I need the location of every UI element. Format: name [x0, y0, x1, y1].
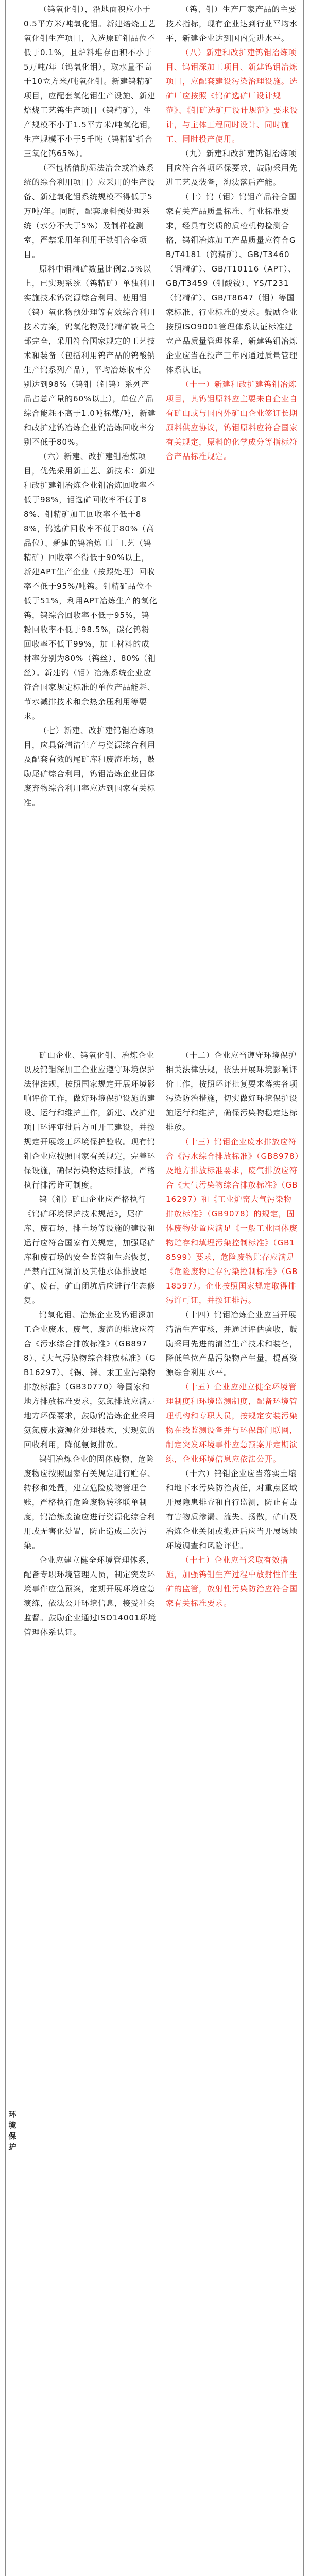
section2-old-paragraph: 企业应建立健全环境管理体系，配备专职环境管理人员，制定突发环境事件应急预案，定期开展环境应急演练，依法公开环境信息，接受社会监督。鼓励企业通过ISO14001环境管理体系认证。: [24, 1555, 157, 1637]
section1-new-text: [162, 0, 304, 1046]
section2-new-paragraph: （十六）钨钼企业应当落实土壤和地下水污染防治责任，对重点区域开展隐患排查和自行监测，防止有毒有害物质渗漏、流失、扬散，矿山及冶炼企业关闭或搬迁后应当开展场地环境调查和风险评估。: [166, 1469, 298, 1550]
section2-old-paragraph: 钨（钼）矿山企业应严格执行《钨矿环境保护技术规范》，尾矿库、废石场、排土场等设施的建设和运行应符合国家有关规定，加强尾矿库和废石场的安全监管和生态恢复，严禁向江河湖泊及其他水体排放尾矿、废石，矿山闭坑后应进行生态修复。: [24, 1195, 156, 1305]
section1-old-paragraph: 原料中钼精矿数量比例2.5%以上，已实现系统（钨精矿）单独利用实施技术钨资源综合利用、使用钼（钨）氧化物预处理等有效综合利用技术方案，钨氧化物及钨精矿数量全部完全，采用符合国家规定的工艺技术和装备（包括利用钨产品的钨酸钠生产钨系列产品），平均冶炼收率分别达到98%（钨钼（钼钨）系列产品占总产量的60%以上），单位产品综合能耗不高于1.0吨标煤/吨，新建和改扩建钨冶炼企业钨冶炼回收率分别不低于80%。: [24, 264, 156, 447]
section1-old-paragraph: （六）新建、改扩建钼冶炼项目，优先采用新工艺、新技术：新建和改扩建钼冶炼企业钼冶炼回收率不低于98%，钼选矿回收率不低于88%、钼精矿加工回收率不低于88%，钨选矿回收率不低于80%（高品位）、新建的钨冶炼工厂工艺（钨精矿）回收率不得低于90%以上，新建APT生产企业（按照处理）回收率不低于95%/吨钨。钼精矿品位不低于51%，利用APT冶炼生产的氧化钨，钨综合回收率不低于95%，钨粉回收率不低于98.5%，碳化钨粉回收率不低于99%，加工材料的成材率分别为80%（钨丝）、80%（钼丝）。新建钨（钼）冶炼系统企业应符合国家规定标准的单位产品能耗、节水减排技术和余热余压利用等要求。: [24, 452, 158, 721]
section1-old-paragraph: （钨氧化钼），沿地面积应小于0.5平方米/吨氧化钼。新建焙烧工艺氧化钼生产项目，入选原矿钼品位不低于0.1%，且炉料堆存面积不小于5万吨/年（钨氧化钼），取水量不高于10立方米/吨氧化钼。新建钨精矿项目，应配套氧化钼生产设施、新建焙烧工艺钨生产项目（钨精矿），生产规模不小于1.5平方米/吨氧化钼，生产规模不小于5千吨（钨精矿折合三氧化钨65%）。: [24, 5, 156, 158]
section2-old-paragraph: 钨钼冶炼企业的固体废物、危险废物应按照国家有关规定进行贮存、转移和处置，建立危险废物管理台账，严格执行危险废物转移联单制度，钨冶炼废渣应进行资源化综合利用或无害化处置，防止造成二次污染。: [24, 1454, 156, 1550]
section1-old-text: [20, 0, 162, 1046]
section2-new-paragraph: （十二）企业应当遵守环境保护相关法律法规，依法开展环境影响评价工作，按照环评批复要求落实各项污染防治措施，切实做好环境保护设施运行和维护，确保污染物稳定达标排放。: [166, 1050, 298, 1132]
section1-new-paragraph-highlight: （十一）新建和改扩建钨钼冶炼项目，其钨钼原料应主要来自企业自有矿山或与国内外矿山企业签订长期原料供应协议，钨钼原料应符合国家有关规定，原料的化学成分等指标符合产品标准规定。: [166, 380, 298, 461]
section1-new-paragraph: （钨、钼）生产厂家产品的主要技术指标，现有企业达到行业平均水平，新建企业达到国内先进水平。: [166, 5, 298, 43]
category-environment: 环境保护: [7, 2110, 17, 2154]
section2-new-paragraph-highlight: （十七）企业应当采取有效措施，加强钨钼生产过程中放射性伴生矿的监管，放射性污染防治应符合国家有关标准要求。: [166, 1555, 298, 1608]
section2-old-text: [20, 1046, 162, 2576]
section2-new-paragraph: （十四）钨钼冶炼企业应当开展清洁生产审核，并通过评估验收，鼓励采用先进的清洁生产技术和装备，降低单位产品污染物产生量，提高资源综合利用水平。: [166, 1310, 298, 1377]
section2-old-paragraph: 钨氧化钼、冶炼企业及钨钼深加工企业废水、废气、废渣的排放应符合《污水综合排放标准》（GB8978）、《大气污染物综合排放标准》（GB16297）、《锡、锑、汞工业污染物排放标准》（GB30770）等国家和地方排放标准要求，氨氮排放应满足地方环保要求，鼓励钨冶炼企业采用氨氮废水资源化处理技术，实现氨的回收利用，降低氨氮排放。: [24, 1310, 157, 1449]
section1-new-paragraph: （十）钨（钼）钨钼产品符合国家有关产品质量标准、行业标准要求，经具有资质的质检机构检测合格，钨钼冶炼加工产品质量应符合GB/T4181（钨精矿）、GB/T3460（钼精矿）、GB/T10116（APT）、GB/T3459（钼酸铵）、YS/T231（钨精矿）、GB/T8647（钼）等国家标准、行业标准的要求。鼓励企业按照ISO9001管理体系认证标准建立产品质量管理体系，新建钨钼冶炼企业应当在投产三年内通过质量管理体系认证。: [166, 192, 298, 375]
section1-new-paragraph: （九）新建和改扩建钨钼冶炼项目应符合各项环保要求，鼓励采用先进工艺及装备，淘汰落后产能。: [166, 149, 298, 187]
section1-new-paragraph-highlight: （八）新建和改扩建钨钼冶炼项目、钨钼深加工项目、新建钨钼冶炼项目，应配套建设污染治理设施。选矿厂应按照《钨矿选矿厂设计规范》、《钼矿选矿厂设计规范》要求设计，与主体工程同时设计、同时施工、同时投产使用。: [166, 48, 299, 144]
section1-old-paragraph: （不包括借助湿法冶金或冶炼系统的综合利用项目）应采用的生产设备、新建氧化钼系统规模不得低于5万吨/年。同时，配套原料预处理系统（水分不大于5%）及制样检测室，严禁采用年利用于铁钼合金项目。: [24, 163, 156, 259]
section1-old-paragraph: （七）新建、改扩建钨钼冶炼项目，应具备清洁生产与资源综合利用及配套有效的尾矿库和废渣堆场，鼓励尾矿综合利用，钨钼冶炼企业固体废弃物综合利用率应达到国家有关标准。: [24, 726, 156, 807]
section2-new-paragraph-highlight: （十五）企业应建立健全环境管理制度和环境监测制度，配备环境管理机构和专职人员，按规定安装污染物在线监测设备并与环保部门联网，制定突发环境事件应急预案并定期演练，企业环境信息应依法公开。: [166, 1382, 298, 1464]
section2-old-paragraph: 矿山企业、钨氧化钼、冶炼企业以及钨钼深加工企业应遵守环境保护法律法规，按照国家规定开展环境影响评价工作，做好环境保护设施的建设、运行和维护工作，新建、改扩建项目环评审批后方可开工建设，并按规定开展竣工环境保护验收。现有钨钼企业应按照国家有关规定，完善环保设施，确保污染物达标排放，严格执行排污许可制度。: [24, 1050, 156, 1190]
section2-new-text: [162, 1046, 304, 2576]
section2-new-paragraph-highlight: （十三）钨钼企业废水排放应符合《污水综合排放标准》（GB8978）及地方排放标准要求，废气排放应符合《大气污染物综合排放标准》（GB16297）和《工业炉窑大气污染物排放标准》（GB9078）的规定，固体废物处置应满足《一般工业固体废物贮存和填埋污染控制标准》（GB18599）要求，危险废物贮存应满足《危险废物贮存污染控制标准》（GB18597）。企业按照国家规定取得排污许可证，并按证排污。: [166, 1137, 300, 1305]
